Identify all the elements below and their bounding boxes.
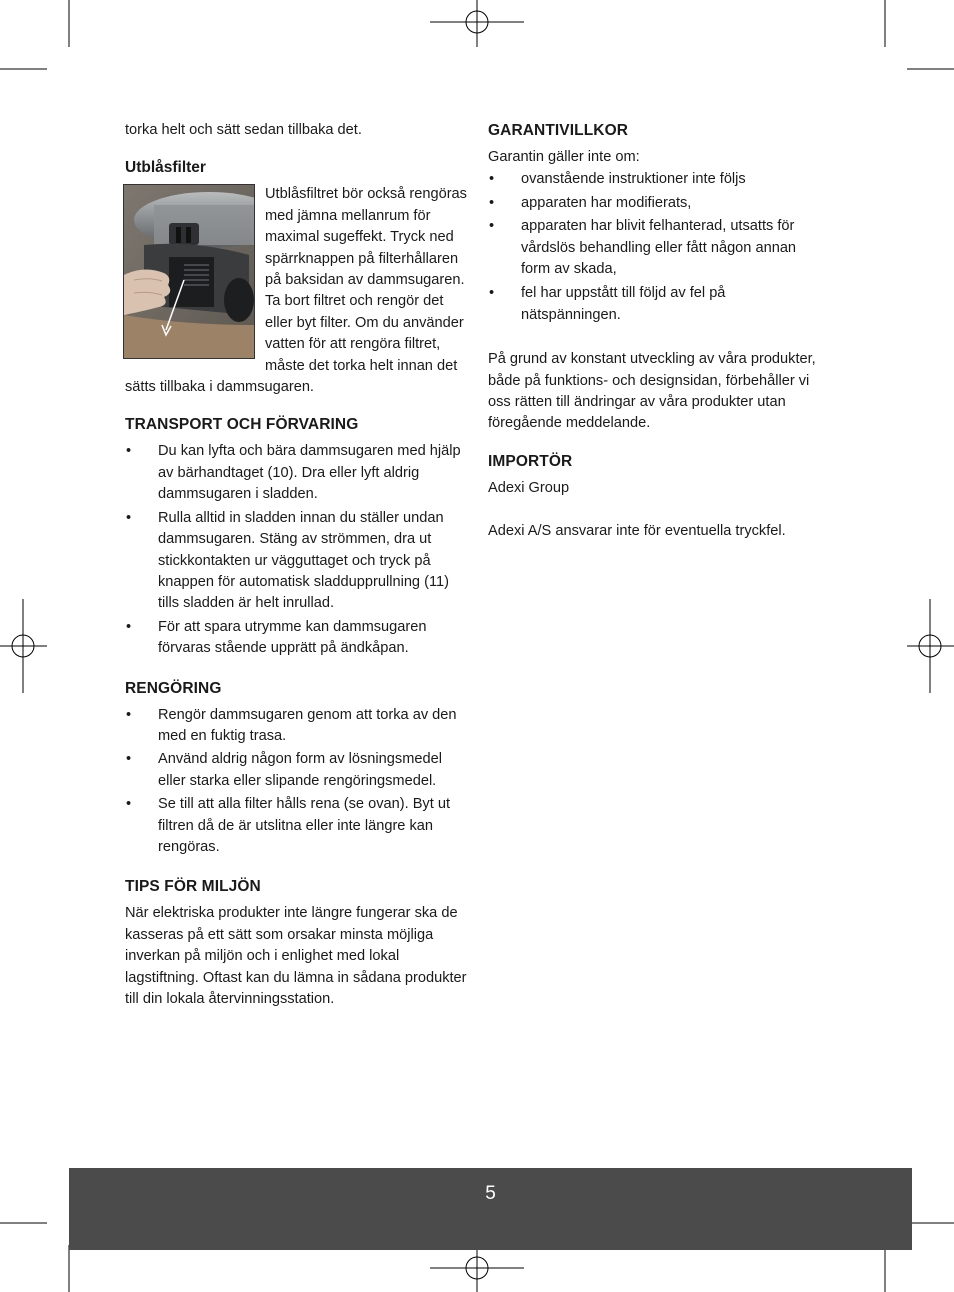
registration-mark-right — [907, 599, 954, 693]
list-item: • Använd aldrig någon form av lösningsmedel eller starka eller slipande rengöringsmedel. — [125, 749, 468, 792]
list-item: • apparaten har modifierats, — [488, 193, 818, 214]
warranty-list — [488, 169, 818, 326]
page-number: 5 — [485, 1183, 496, 1204]
registration-mark-left — [0, 599, 47, 693]
list-item: • Rengör dammsugaren genom att torka av den med en fuktig trasa. — [125, 705, 468, 748]
exhaust-filter-photo — [123, 184, 255, 359]
right-column — [488, 120, 818, 543]
registration-mark-top — [430, 0, 524, 47]
list-item: • Se till att alla filter hålls rena (se ovan). Byt ut filtren då de är utslitna eller inte längre kan rengöras. — [125, 794, 468, 858]
intro-text: torka helt och sätt sedan tillbaka det. — [125, 122, 362, 138]
list-item: • apparaten har blivit felhanterad, utsatts för vårdslös behandling eller fått någon annan form av skada, — [488, 216, 818, 280]
exhaust-filter-heading: Utblåsfilter — [125, 159, 206, 177]
registration-mark-bottom — [430, 1245, 524, 1292]
warranty-note: På grund av konstant utveckling av våra produkter, både på funktions- och designsidan, förbehåller vi oss rätten till ändringar av våra produkter utan föregående meddelande. — [488, 351, 816, 432]
importer-name: Adexi Group — [488, 479, 570, 496]
list-item: • fel har uppstått till följd av fel på nätspänningen. — [488, 283, 818, 326]
importer-disclaimer: Adexi A/S ansvarar inte för eventuella tryckfel. — [488, 523, 786, 540]
cleaning-heading: RENGÖRING — [125, 679, 222, 697]
left-column — [125, 120, 468, 1010]
transport-list — [125, 441, 468, 659]
warranty-heading: GARANTIVILLKOR — [488, 122, 629, 139]
importer-heading: IMPORTÖR — [488, 452, 573, 470]
exhaust-filter-body: Utblåsfiltret bör också rengöras med jämna mellanrum för maximal sugeffekt. Tryck ned spärrknappen på filterhållaren på baksidan av dammsugaren. Ta bort filtret och rengör det eller byt filter. Om du använder vatten för att rengöra filtret, måste det torka helt innan det sätts tillbaka i dammsugaren. — [125, 186, 467, 396]
list-item: • Du kan lyfta och bära dammsugaren med hjälp av bärhandtaget (10). Dra eller lyft aldrig dammsugaren i sladden. — [125, 441, 468, 505]
list-item: • Rulla alltid in sladden innan du ställer undan dammsugaren. Stäng av strömmen, dra ut stickkontakten ur vägguttaget och tryck på knappen för automatisk sladdupprullning (11) tills sladden är helt inrullad. — [125, 508, 468, 615]
environment-heading: TIPS FÖR MILJÖN — [125, 878, 261, 896]
list-item: • ovanstående instruktioner inte följs — [488, 169, 818, 190]
list-item: • För att spara utrymme kan dammsugaren förvaras stående upprätt på ändkåpan. — [125, 617, 468, 660]
warranty-intro: Garantin gäller inte om: — [488, 149, 640, 165]
cleaning-list — [125, 705, 468, 859]
environment-body: När elektriska produkter inte längre fungerar ska de kasseras på ett sätt som orsakar minsta möjliga inverkan på miljön och i enlighet med lokal lagstiftning. Oftast kan du lämna in sådana produkter till din lokala återvinningsstation. — [125, 905, 467, 1007]
exhaust-filter-section — [125, 184, 468, 398]
transport-heading: TRANSPORT OCH FÖRVARING — [125, 416, 359, 434]
vacuum-photo-illustration — [124, 185, 254, 358]
footer-bar — [69, 1168, 912, 1250]
